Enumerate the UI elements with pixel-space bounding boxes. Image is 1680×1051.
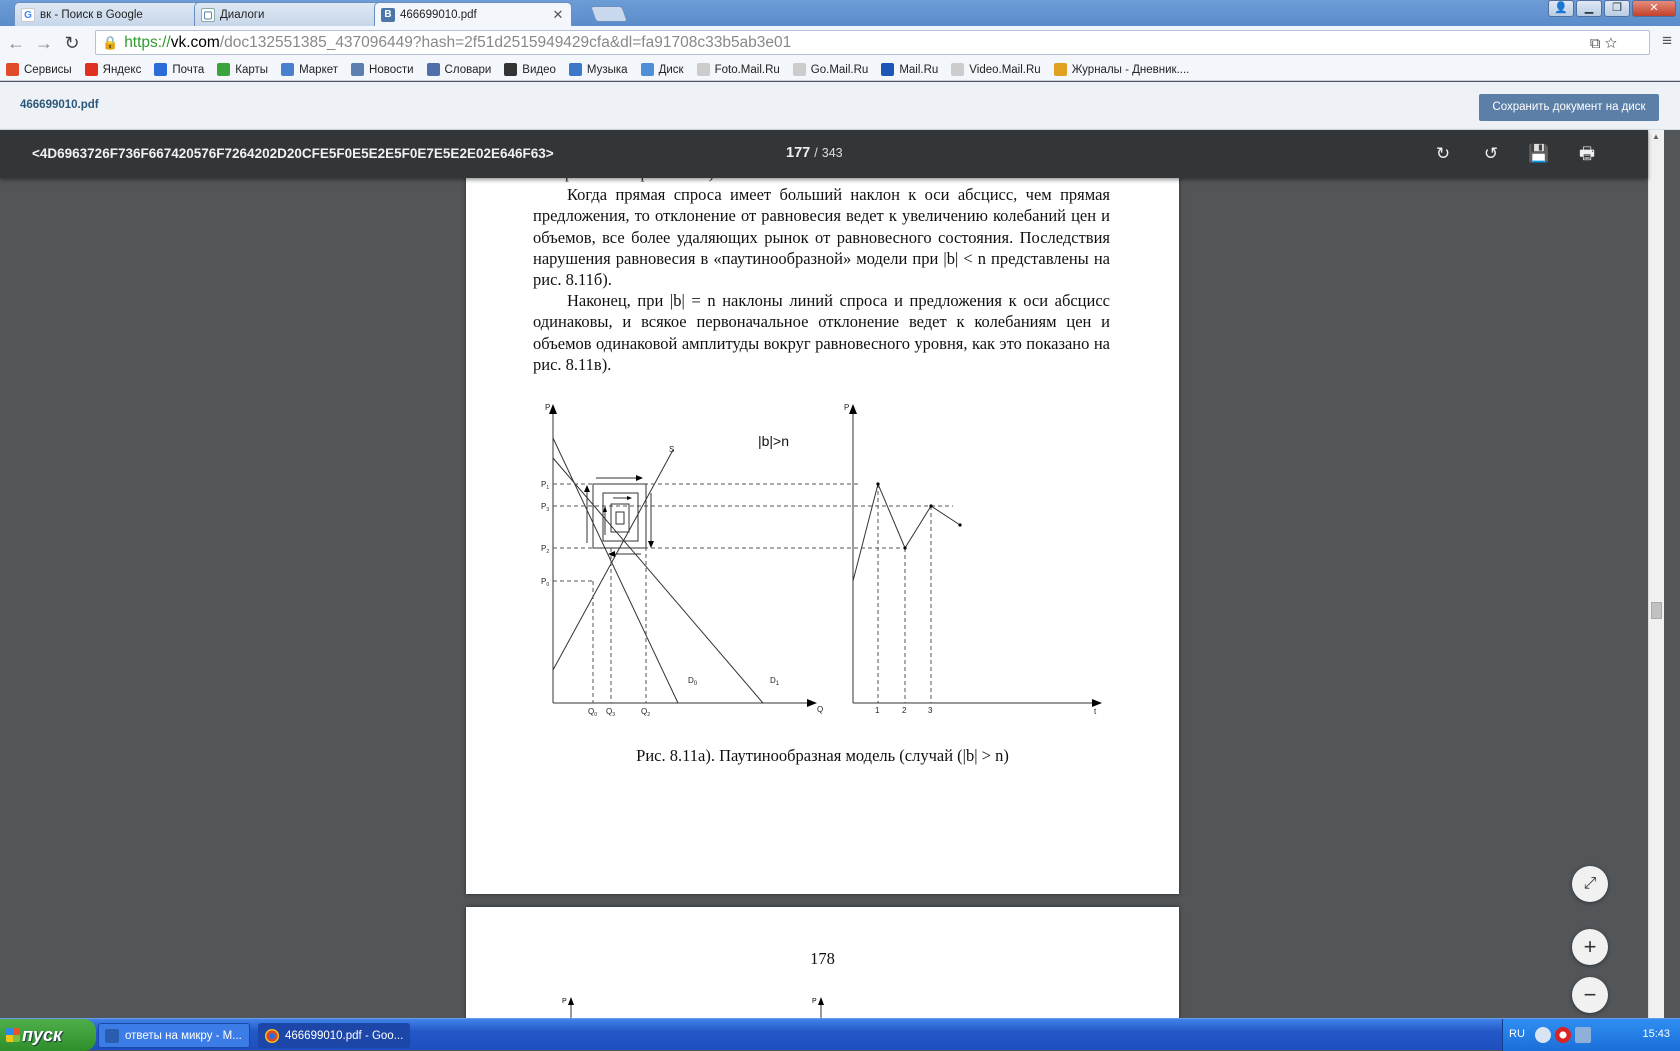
bookmark-icon <box>154 63 167 76</box>
zoom-in-button[interactable]: + <box>1572 929 1608 965</box>
network-icon[interactable] <box>1535 1027 1551 1043</box>
taskbar-item-label: 466699010.pdf - Goo... <box>285 1030 404 1042</box>
start-button[interactable] <box>0 1019 96 1051</box>
bookmark-item[interactable] <box>6 63 72 76</box>
clock: 15:43 <box>1642 1028 1670 1040</box>
tab-strip <box>0 0 1680 26</box>
page-number: 178 <box>810 949 835 968</box>
pdf-title: <4D6963726F736F667420576F7264202D20CFE5F0E5E2E5F0E7E5E2E02E646F63> <box>32 146 554 161</box>
taskbar-item-chrome[interactable] <box>258 1023 410 1048</box>
bookmark-item[interactable] <box>641 63 684 76</box>
scrollbar-thumb[interactable] <box>1651 602 1662 619</box>
doc-header <box>0 82 1680 130</box>
bookmark-label: Словари <box>444 63 492 76</box>
vertical-scrollbar[interactable] <box>1648 130 1664 1018</box>
scroll-up-icon[interactable]: ▲ <box>1652 132 1660 141</box>
bookmark-item[interactable] <box>504 63 556 76</box>
page-paragraph: Наконец, при |b| = n наклоны линий спроса и предложения к оси абсцисс одинаковы, и всякое первоначальное отклонение ведет к колебаниям цен и объемов одинаковой амплитуды вокруг равновесного уровня, как это показано на рис. 8.11в). <box>533 291 1110 374</box>
bookmark-label: Почта <box>172 63 205 76</box>
star-icon[interactable]: ⧉ ☆ <box>1589 35 1617 52</box>
price-path-line <box>853 484 960 581</box>
close-window-button[interactable]: ✕ <box>1632 0 1676 17</box>
tab-pdf[interactable] <box>374 2 572 27</box>
cobweb-middle <box>603 493 638 541</box>
condition-label: |b|>n <box>758 433 790 449</box>
taskbar <box>0 1018 1680 1050</box>
bookmark-icon <box>427 63 440 76</box>
bookmark-item[interactable] <box>154 63 204 76</box>
q3-label: $Q_3$ <box>606 707 616 718</box>
bookmark-icon <box>217 63 230 76</box>
demand0-label: $D_0$ <box>688 676 698 687</box>
bookmark-label: Новости <box>369 63 414 76</box>
t-tick-1: 1 <box>875 706 880 715</box>
chrome-icon <box>265 1029 279 1043</box>
pdf-page-next <box>466 907 1179 1027</box>
restore-button[interactable]: ❐ <box>1604 0 1630 17</box>
current-page[interactable]: 177 <box>786 145 811 161</box>
cobweb-inner <box>611 504 629 532</box>
download-icon[interactable]: 💾 <box>1528 144 1550 163</box>
bookmark-label: Видео <box>522 63 556 76</box>
system-tray <box>1502 1019 1680 1051</box>
demand1-label: $D_1$ <box>770 676 780 687</box>
bookmark-icon <box>697 63 710 76</box>
bookmark-label: Музыка <box>586 63 628 76</box>
bookmark-item[interactable] <box>427 63 492 76</box>
tab-google-search[interactable] <box>14 2 212 26</box>
menu-icon[interactable]: ≡ <box>1662 31 1672 50</box>
back-icon[interactable]: ← <box>7 32 25 53</box>
tab-title: 466699010.pdf <box>400 9 477 21</box>
bookmark-label: Маркет <box>299 63 339 76</box>
t-tick-2: 2 <box>902 706 907 715</box>
fig2-left-axis-label: P <box>562 998 567 1005</box>
bookmark-item[interactable] <box>85 63 142 76</box>
windows-logo-icon <box>6 1028 20 1042</box>
bookmark-icon <box>881 63 894 76</box>
url-scheme: https:// <box>124 33 171 51</box>
bookmark-item[interactable] <box>697 63 780 76</box>
left-x-axis-label: Q <box>817 705 824 714</box>
volume-icon[interactable] <box>1575 1027 1591 1043</box>
bookmark-icon <box>641 63 654 76</box>
page-paragraph: Когда прямая спроса имеет больший наклон к оси абсцисс, чем прямая предложения, то отклонение от равновесия ведет к увеличению колебаний цен и объемов, все более удаляющих рынок от равновесного состояния. Последствия нарушения равновесия в «паутинообразной» модели при |b| < n представлены на рис. 8.11б). <box>533 185 1110 290</box>
bookmark-icon <box>1054 63 1067 76</box>
bookmark-item[interactable] <box>569 63 628 76</box>
bookmark-label: Яндекс <box>102 63 142 76</box>
total-pages: 343 <box>821 146 843 160</box>
p2-label: $P_2$ <box>541 544 550 555</box>
bookmark-icon <box>569 63 582 76</box>
tab-dialogs[interactable] <box>194 2 392 26</box>
doc-filename[interactable]: 466699010.pdf <box>20 99 99 111</box>
bookmark-icon <box>351 63 364 76</box>
bookmark-label: Журналы - Дневник.... <box>1071 63 1190 76</box>
bookmark-icon <box>504 63 517 76</box>
taskbar-item-word[interactable] <box>98 1023 250 1048</box>
p1-label: $P_1$ <box>541 480 550 491</box>
window-controls <box>1548 0 1676 17</box>
fig2-right-axis-label: P <box>812 998 817 1005</box>
bookmark-item[interactable] <box>217 63 268 76</box>
user-icon[interactable]: 👤 <box>1548 0 1574 17</box>
save-to-disk-button[interactable]: Сохранить документ на диск <box>1479 94 1659 121</box>
bookmark-icon <box>6 63 19 76</box>
page-indicator <box>786 145 843 161</box>
bookmarks-bar <box>0 59 1680 81</box>
q0-label: $Q_0$ <box>588 707 598 718</box>
bookmark-item[interactable] <box>351 63 414 76</box>
bookmark-item[interactable] <box>951 63 1040 76</box>
word-icon <box>105 1029 119 1043</box>
new-tab-button[interactable] <box>590 6 628 22</box>
start-label: пуск <box>22 1025 63 1045</box>
rotate-clockwise-icon[interactable]: ↻ <box>1435 144 1451 163</box>
pdf-page <box>466 150 1179 894</box>
close-icon[interactable]: ✕ <box>552 7 564 22</box>
p3-label: $P_3$ <box>541 502 550 513</box>
address-bar[interactable] <box>95 30 1650 55</box>
supply-label: S <box>669 445 675 454</box>
bookmark-label: Foto.Mail.Ru <box>714 63 780 76</box>
forward-icon[interactable]: → <box>35 32 53 53</box>
cobweb-figure <box>533 398 1113 718</box>
supply-line <box>553 450 673 670</box>
url-path: /doc132551385_437096449?hash=2f51d2515949429cfa&dl=fa91708c33b5ab3e01 <box>219 33 792 51</box>
x-axis-arrow <box>807 699 817 707</box>
reload-icon[interactable]: ↻ <box>64 32 80 53</box>
fit-page-button[interactable]: ⤢ <box>1572 866 1608 902</box>
language-indicator[interactable]: RU <box>1509 1028 1525 1040</box>
bookmark-label: Диск <box>658 63 684 76</box>
bookmark-label: Video.Mail.Ru <box>969 63 1041 76</box>
google-icon: G <box>21 8 35 22</box>
page-separator: / <box>814 146 818 160</box>
security-icon[interactable] <box>1555 1027 1571 1043</box>
vk-icon: В <box>381 8 395 22</box>
bookmark-item[interactable] <box>881 63 938 76</box>
bookmark-item[interactable] <box>793 63 869 76</box>
zoom-out-button[interactable]: − <box>1572 977 1608 1013</box>
print-icon[interactable]: 🖶 <box>1578 144 1596 163</box>
url-domain: vk.com <box>170 33 220 51</box>
bookmark-icon <box>281 63 294 76</box>
taskbar-item-label: ответы на микру - M... <box>125 1030 242 1042</box>
browser-toolbar <box>0 26 1680 59</box>
tab-title: вк - Поиск в Google <box>40 8 143 21</box>
tab-title: Диалоги <box>220 8 265 21</box>
lock-icon: 🔒 <box>102 34 119 50</box>
q2-label: $Q_2$ <box>641 707 651 718</box>
bookmark-label: Карты <box>235 63 269 76</box>
bookmark-icon <box>793 63 806 76</box>
minimize-button[interactable]: ▁ <box>1576 0 1602 17</box>
bookmark-label: Go.Mail.Ru <box>810 63 869 76</box>
left-y-axis-label: P <box>545 403 551 412</box>
bookmark-item[interactable] <box>281 63 338 76</box>
rotate-counterclockwise-icon[interactable]: ↺ <box>1483 144 1499 163</box>
p0-label: $P_0$ <box>541 577 550 588</box>
bookmark-item[interactable] <box>1054 63 1190 76</box>
right-x-axis-label: t <box>1094 707 1097 716</box>
pdf-toolbar <box>0 130 1648 178</box>
bookmark-label: Сервисы <box>24 63 72 76</box>
bookmark-icon <box>951 63 964 76</box>
t-tick-3: 3 <box>928 706 933 715</box>
right-y-axis-label: P <box>844 403 850 412</box>
vk-icon: ▢ <box>201 8 215 22</box>
figure-caption: Рис. 8.11а). Паутинообразная модель (случай (|b| > n) <box>636 746 1009 765</box>
bookmark-label: Mail.Ru <box>899 63 939 76</box>
bookmark-icon <box>85 63 98 76</box>
